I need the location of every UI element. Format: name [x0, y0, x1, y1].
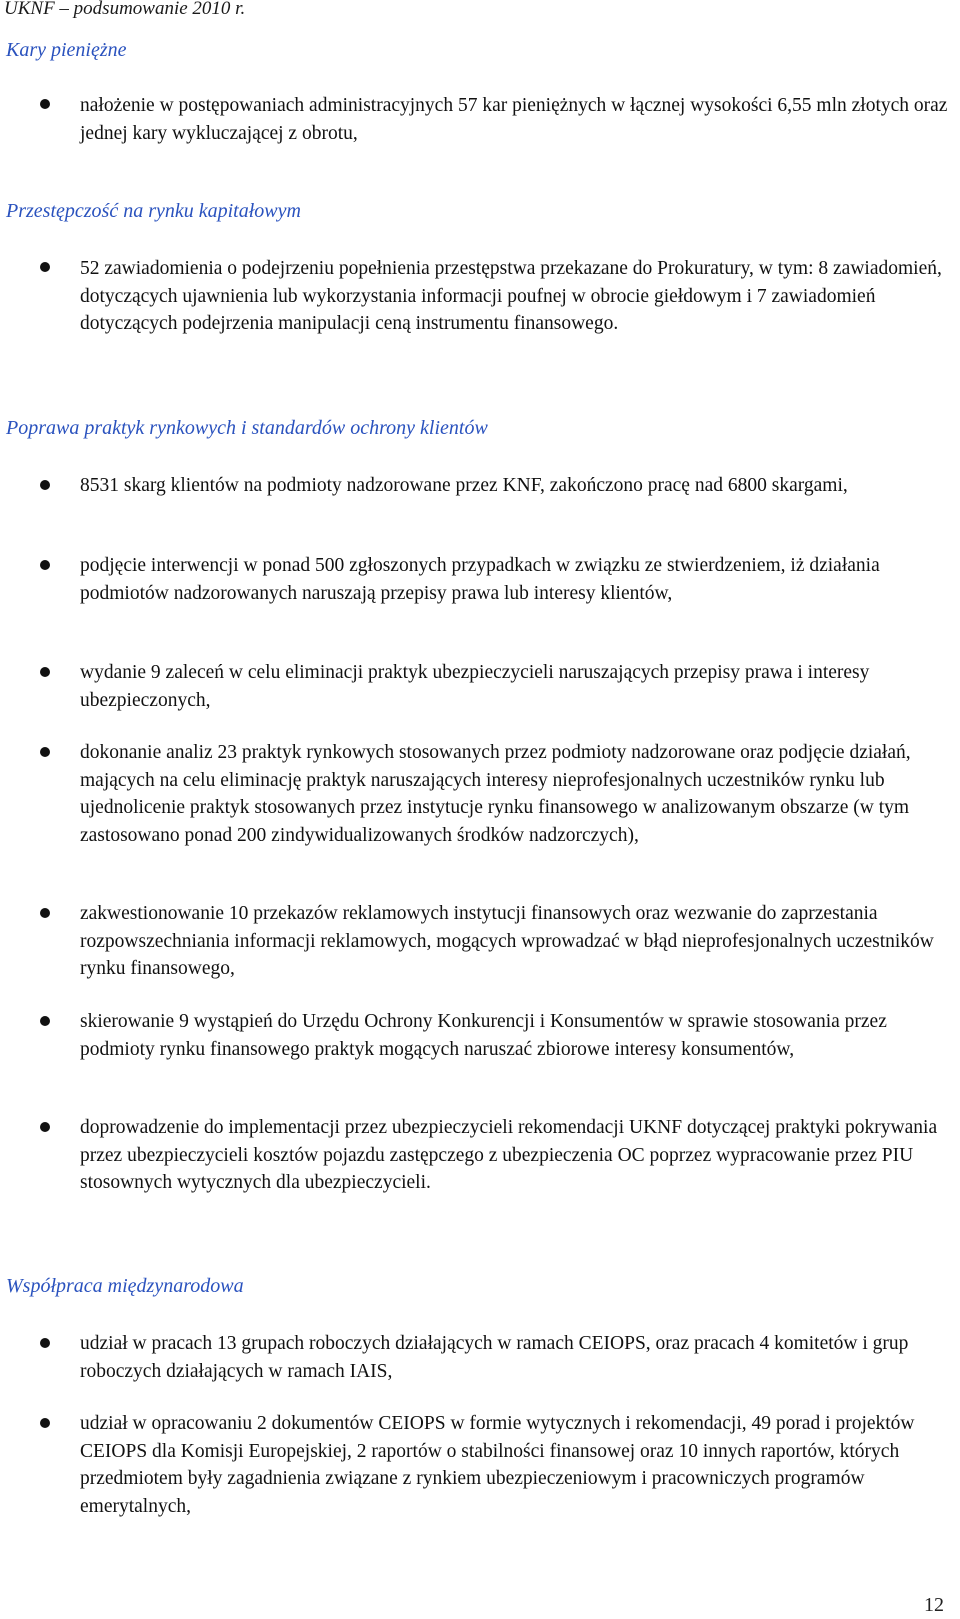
section-heading-przestepczosc: Przestępczość na rynku kapitałowym: [6, 200, 301, 222]
section-heading-wspolpraca: Współpraca międzynarodowa: [6, 1275, 244, 1297]
list-item: wydanie 9 zaleceń w celu eliminacji praktyk ubezpieczycieli naruszających przepisy prawa i interesy ubezpieczonych,: [80, 662, 870, 711]
bullet-icon: [40, 1418, 50, 1428]
bullet-icon: [40, 480, 50, 490]
section-heading-kary: Kary pieniężne: [6, 39, 127, 61]
bullet-icon: [40, 747, 50, 757]
list-item: udział w opracowaniu 2 dokumentów CEIOPS w formie wytycznych i rekomendacji, 49 porad i projektów CEIOPS dla Komisji Europejskiej, 2 raportów o stabilności finansowej oraz 10 innych raportów, których przedmiotem były zagadnienia związane z rynkiem ubezpieczeniowym i pracowniczych programów emerytalnych,: [80, 1413, 915, 1517]
page-number: 12: [924, 1594, 944, 1616]
bullet-icon: [40, 262, 50, 272]
bullet-icon: [40, 1016, 50, 1026]
list-item: 8531 skarg klientów na podmioty nadzorowane przez KNF, zakończono pracę nad 6800 skargami,: [80, 475, 848, 496]
list-item: 52 zawiadomienia o podejrzeniu popełnienia przestępstwa przekazane do Prokuratury, w tym: 8 zawiadomień, dotyczących ujawnienia lub wykorzystania informacji poufnej w obrocie giełdowym i 7 zawiadomień dotyczących podejrzenia manipulacji ceną instrumentu finansowego.: [80, 258, 942, 334]
bullet-icon: [40, 560, 50, 570]
list-item: podjęcie interwencji w ponad 500 zgłoszonych przypadkach w związku ze stwierdzeniem, iż działania podmiotów nadzorowanych naruszają przepisy prawa lub interesy klientów,: [80, 555, 880, 604]
page-header: UKNF – podsumowanie 2010 r.: [4, 0, 246, 19]
bullet-icon: [40, 667, 50, 677]
list-item: nałożenie w postępowaniach administracyjnych 57 kar pieniężnych w łącznej wysokości 6,55 mln złotych oraz jednej kary wykluczającej z obrotu,: [80, 95, 948, 144]
list-item: skierowanie 9 wystąpień do Urzędu Ochrony Konkurencji i Konsumentów w sprawie stosowania przez podmioty rynku finansowego praktyk mogących naruszać zbiorowe interesy konsumentów,: [80, 1011, 887, 1060]
list-item: zakwestionowanie 10 przekazów reklamowych instytucji finansowych oraz wezwanie do zaprzestania rozpowszechniania informacji reklamowych, mogących wprowadzać w błąd nieprofesjonalnych uczestników rynku finansowego,: [80, 903, 934, 979]
bullet-icon: [40, 908, 50, 918]
bullet-icon: [40, 1122, 50, 1132]
list-item: dokonanie analiz 23 praktyk rynkowych stosowanych przez podmioty nadzorowane oraz podjęcie działań, mających na celu eliminację praktyk naruszających interesy nieprofesjonalnych uczestników rynku lub ujednolicenie praktyk stosowanych przez instytucje rynku finansowego w analizowanym obszarze (w tym zastosowano ponad 200 zindywidualizowanych środków nadzorczych),: [80, 742, 911, 846]
list-item: udział w pracach 13 grupach roboczych działających w ramach CEIOPS, oraz pracach 4 komitetów i grup roboczych działających w ramach IAIS,: [80, 1333, 909, 1382]
list-item: doprowadzenie do implementacji przez ubezpieczycieli rekomendacji UKNF dotyczącej praktyki pokrywania przez ubezpieczycieli kosztów pojazdu zastępczego z ubezpieczenia OC poprzez wypracowanie przez PIU stosownych wytycznych dla ubezpieczycieli.: [80, 1117, 938, 1193]
bullet-icon: [40, 1338, 50, 1348]
bullet-icon: [40, 99, 50, 109]
section-heading-poprawa: Poprawa praktyk rynkowych i standardów ochrony klientów: [6, 417, 488, 439]
